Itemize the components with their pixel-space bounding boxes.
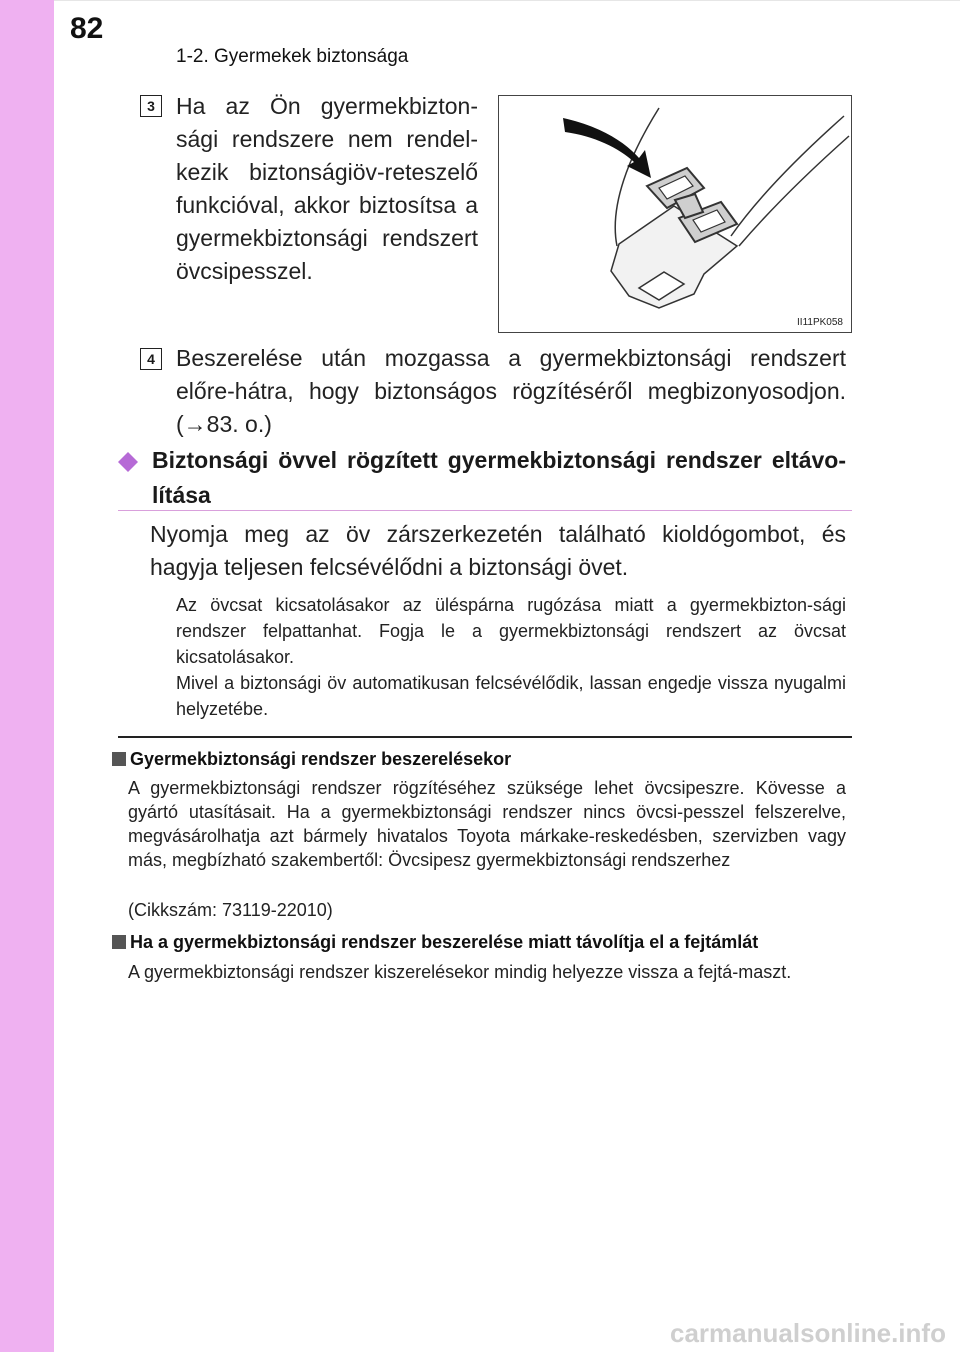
section-divider bbox=[118, 736, 852, 738]
section-2-body: A gyermekbiztonsági rendszer kiszerelésekor mindig helyezze vissza a fejtá-maszt. bbox=[128, 962, 792, 982]
watermark: carmanualsonline.info bbox=[670, 1318, 946, 1348]
page-number: 82 bbox=[70, 12, 104, 45]
removal-body: Nyomja meg az öv zárszerkezetén található kioldógombot, és hagyja teljesen felcsévélődni a biztonsági övet. bbox=[150, 521, 846, 580]
removal-note-2: Mivel a biztonsági öv automatikusan felcsévélődik, lassan engedje vissza nyugalmi helyzetébe. bbox=[176, 673, 846, 719]
step-3-text: Ha az Ön gyermekbizton-sági rendszere nem rendel-kezik biztonságiöv-reteszelő funkcióval, akkor biztosítsa a gyermekbiztonsági rendszert övcsipesszel. bbox=[176, 93, 478, 284]
step-badge-3: 3 bbox=[140, 95, 162, 117]
section-1-title: Gyermekbiztonsági rendszer beszerelésekor bbox=[130, 749, 512, 769]
diamond-bullet-icon bbox=[118, 452, 138, 472]
seatbelt-clip-figure bbox=[498, 95, 852, 333]
square-bullet-icon bbox=[112, 935, 126, 949]
step-badge-4: 4 bbox=[140, 348, 162, 370]
seatbelt-clip-illustration bbox=[499, 96, 850, 331]
sidebar-tab bbox=[0, 0, 54, 1352]
removal-note-1: Az övcsat kicsatolásakor az üléspárna rugózása miatt a gyermekbizton-sági rendszer felpattanhat. Fogja le a gyermekbiztonsági rendszert az övcsat kicsatolásakor. bbox=[176, 595, 846, 667]
section-1-part-number: (Cikkszám: 73119-22010) bbox=[128, 900, 333, 920]
running-title: 1-2. Gyermekek biztonsága bbox=[176, 46, 409, 67]
header-rule bbox=[54, 0, 960, 1]
step-4-text: Beszerelése után mozgassa a gyermekbiztonsági rendszert előre-hátra, hogy biztonságos rögzítéséről megbizonyosodjon. (→83. o.) bbox=[176, 345, 846, 437]
square-bullet-icon bbox=[112, 752, 126, 766]
heading-rule bbox=[118, 510, 852, 511]
section-1-body: A gyermekbiztonsági rendszer rögzítéséhez szüksége lehet övcsipeszre. Kövesse a gyártó utasításait. Ha a gyermekbiztonsági rendszer nincs övcsi-pesszel felszerelve, megvásárolhatja azt bármely hivatalos Toyota márkake-reskedésben, szervizben vagy más, megbízható szakembertől: Övcsipesz gyermekbiztonsági rendszerhez bbox=[128, 778, 846, 870]
removal-heading: Biztonsági övvel rögzített gyermekbiztonsági rendszer eltávo-lítása bbox=[152, 447, 846, 508]
section-2-title: Ha a gyermekbiztonsági rendszer beszerelése miatt távolítja el a fejtámlát bbox=[130, 932, 759, 952]
figure-code: II11PK058 bbox=[797, 317, 843, 328]
